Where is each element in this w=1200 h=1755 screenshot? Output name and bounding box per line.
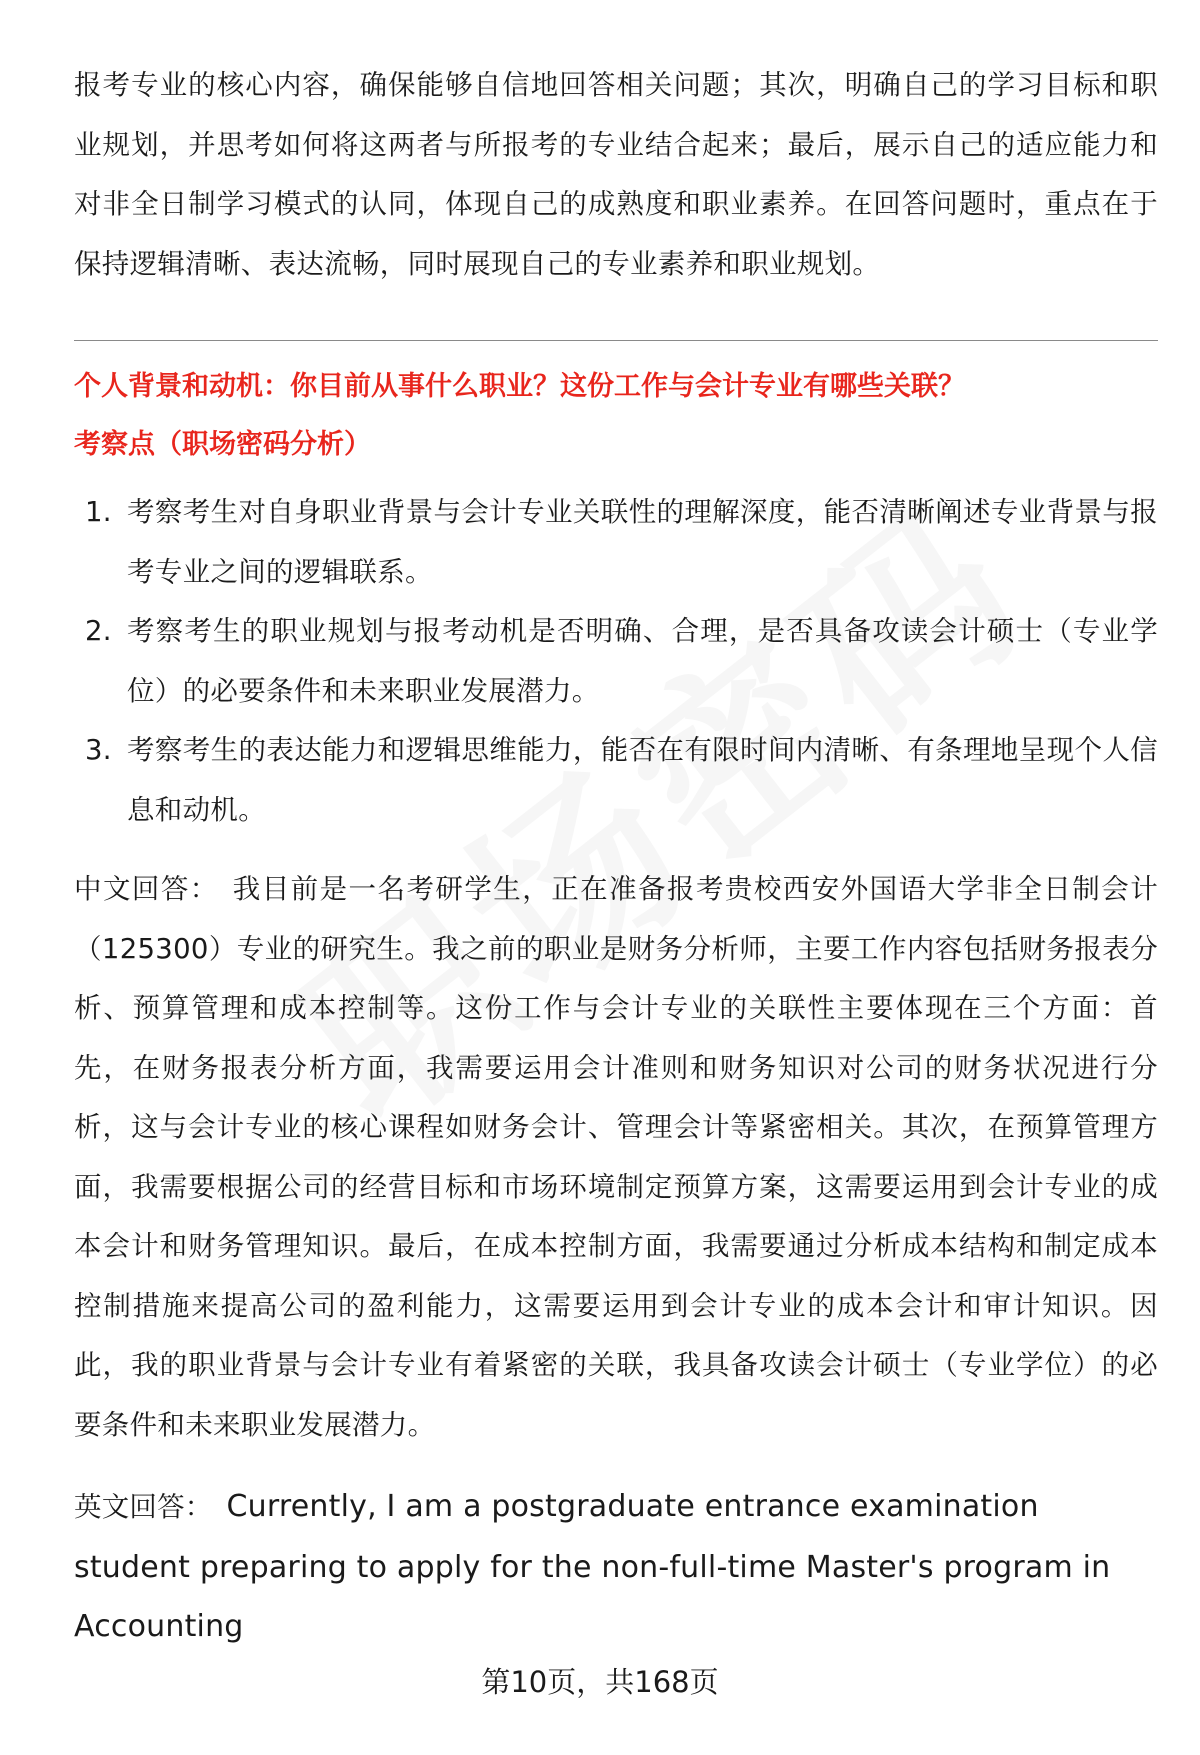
chinese-answer-label: 中文回答： <box>74 873 219 905</box>
assessment-points-title: 考察点（职场密码分析） <box>74 429 371 460</box>
question-title: 个人背景和动机：你目前从事什么职业？这份工作与会计专业有哪些关联？ <box>74 371 965 402</box>
page-content <box>74 56 1158 1657</box>
english-answer-text: Currently, I am a postgraduate entrance examination student preparing to apply for the non-full-time Master's program in Accounting <box>74 1489 1111 1644</box>
list-item-number: 1. <box>85 496 112 528</box>
english-answer <box>74 1477 1158 1657</box>
list-item-text: 考察考生的表达能力和逻辑思维能力，能否在有限时间内清晰、有条理地呈现个人信息和动机。 <box>127 734 1158 826</box>
assessment-points-list <box>74 483 1158 840</box>
page-number-footer: 第10页，共168页 <box>481 1665 719 1699</box>
english-answer-label: 英文回答： <box>74 1491 213 1523</box>
chinese-answer <box>74 860 1158 1455</box>
list-item-text: 考察考生的职业规划与报考动机是否明确、合理，是否具备攻读会计硕士（专业学位）的必要条件和未来职业发展潜力。 <box>127 615 1158 707</box>
list-item-number: 3. <box>85 734 112 766</box>
section-divider <box>74 340 1158 341</box>
intro-paragraph: 报考专业的核心内容，确保能够自信地回答相关问题；其次，明确自己的学习目标和职业规划，并思考如何将这两者与所报考的专业结合起来；最后，展示自己的适应能力和对非全日制学习模式的认同，体现自己的成熟度和职业素养。在回答问题时，重点在于保持逻辑清晰、表达流畅，同时展现自己的专业素养和职业规划。 <box>74 69 1158 280</box>
chinese-answer-text: 我目前是一名考研学生，正在准备报考贵校西安外国语大学非全日制会计（125300）专业的研究生。我之前的职业是财务分析师，主要工作内容包括财务报表分析、预算管理和成本控制等。这份工作与会计专业的关联性主要体现在三个方面：首先，在财务报表分析方面，我需要运用会计准则和财务知识对公司的财务状况进行分析，这与会计专业的核心课程如财务会计、管理会计等紧密相关。其次，在预算管理方面，我需要根据公司的经营目标和市场环境制定预算方案，这需要运用到会计专业的成本会计和财务管理知识。最后，在成本控制方面，我需要通过分析成本结构和制定成本控制措施来提高公司的盈利能力，这需要运用到会计专业的成本会计和审计知识。因此，我的职业背景与会计专业有着紧密的关联，我具备攻读会计硕士（专业学位）的必要条件和未来职业发展潜力。 <box>74 873 1158 1441</box>
list-item <box>74 483 1158 602</box>
list-item-number: 2. <box>85 615 112 647</box>
list-item <box>74 602 1158 721</box>
list-item-text: 考察考生对自身职业背景与会计专业关联性的理解深度，能否清晰阐述专业背景与报考专业之间的逻辑联系。 <box>127 496 1158 588</box>
list-item <box>74 721 1158 840</box>
